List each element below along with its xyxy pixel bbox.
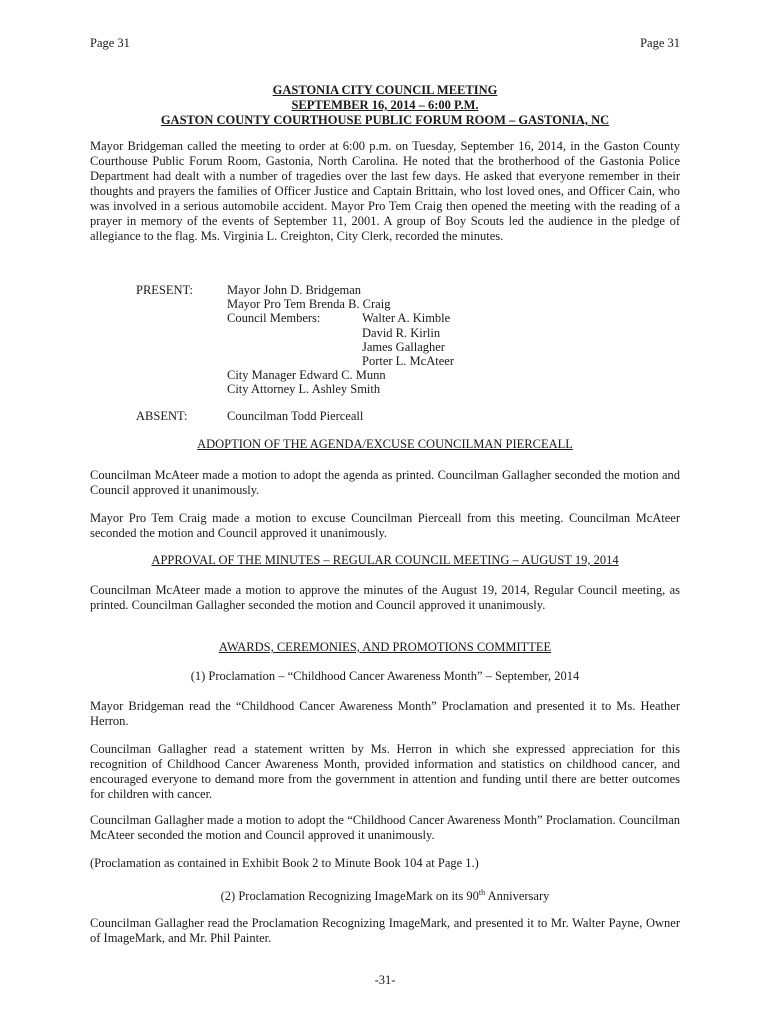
council-member: Walter A. Kimble bbox=[362, 311, 451, 326]
page-number-footer: -31- bbox=[374, 973, 396, 987]
council-member: James Gallagher bbox=[362, 339, 445, 354]
council-member: Porter L. McAteer bbox=[362, 354, 454, 369]
proclamation-2-paragraph: Councilman Gallagher read the Proclamation Recognizing ImageMark, and presented it to Mr. Walter Payne, Owner of ImageMark, and Mr. Phil Painter. bbox=[90, 916, 680, 945]
adoption-paragraph-1: Councilman McAteer made a motion to adopt the agenda as printed. Councilman Gallagher seconded the motion and Council approved it unanimously. bbox=[90, 468, 680, 497]
absent-label: ABSENT: bbox=[136, 409, 188, 423]
meeting-title bbox=[90, 83, 680, 128]
title-line-2: SEPTEMBER 16, 2014 – 6:00 P.M. bbox=[291, 98, 479, 112]
present-mayor: Mayor John D. Bridgeman bbox=[227, 283, 362, 297]
present-label: PRESENT: bbox=[136, 283, 194, 297]
proclamation-1-paragraph-2: Councilman Gallagher read a statement written by Ms. Herron in which she expressed appreciation for this recognition of Childhood Cancer Awareness Month, provided information and statistics on childhood cancer, and encouraged everyone to demand more from the government in attention and funding until there are better outcomes for children with cancer. bbox=[90, 742, 680, 801]
adoption-paragraph-2: Mayor Pro Tem Craig made a motion to excuse Councilman Pierceall from this meeting. Councilman McAteer seconded the motion and Council approved it unanimously. bbox=[90, 511, 680, 540]
proclamation-1-paragraph-1: Mayor Bridgeman read the “Childhood Cancer Awareness Month” Proclamation and presented it to Ms. Heather Herron. bbox=[90, 699, 680, 728]
proclamation-1-exhibit-note: (Proclamation as contained in Exhibit Book 2 to Minute Book 104 at Page 1.) bbox=[90, 856, 479, 870]
present-list bbox=[227, 283, 454, 397]
proclamation-1-paragraph-3: Councilman Gallagher made a motion to adopt the “Childhood Cancer Awareness Month” Proclamation. Councilman McAteer seconded the motion and Council approved it unanimously. bbox=[90, 813, 680, 842]
minutes-paragraph: Councilman McAteer made a motion to approve the minutes of the August 19, 2014, Regular Council meeting, as printed. Councilman Gallagher seconded the motion and Council approved it unanimously. bbox=[90, 583, 680, 612]
intro-paragraph: Mayor Bridgeman called the meeting to order at 6:00 p.m. on Tuesday, September 16, 2014, in the Gaston County Courthouse Public Forum Room, Gastonia, North Carolina. He noted that the brotherhood of the Gastonia Police Department had dealt with a number of tragedies over the last few days. He asked that everyone remember in their thoughts and prayers the families of Officer Justice and Captain Brittain, who lost loved ones, and Officer Cain, who was involved in a serious automobile accident. Mayor Pro Tem Craig then opened the meeting with the reading of a prayer in memory of the events of September 11, 2001. A group of Boy Scouts led the audience in the pledge of allegiance to the flag. Ms. Virginia L. Creighton, City Clerk, recorded the minutes. bbox=[90, 139, 680, 243]
page-header-left: Page 31 bbox=[90, 36, 130, 50]
proclamation-2-title: (2) Proclamation Recognizing ImageMark on its 90th Anniversary bbox=[220, 888, 550, 904]
adoption-heading: ADOPTION OF THE AGENDA/EXCUSE COUNCILMAN PIERCEALL bbox=[197, 437, 573, 451]
title-line-1: GASTONIA CITY COUNCIL MEETING bbox=[272, 83, 498, 97]
absent-value: Councilman Todd Pierceall bbox=[227, 409, 364, 423]
title-line-3: GASTON COUNTY COURTHOUSE PUBLIC FORUM ROOM – GASTONIA, NC bbox=[160, 113, 610, 127]
present-attorney: City Attorney L. Ashley Smith bbox=[227, 382, 381, 397]
proclamation-1-title: (1) Proclamation – “Childhood Cancer Awareness Month” – September, 2014 bbox=[190, 669, 580, 683]
present-pro-tem: Mayor Pro Tem Brenda B. Craig bbox=[227, 297, 391, 312]
awards-heading: AWARDS, CEREMONIES, AND PROMOTIONS COMMITTEE bbox=[218, 640, 552, 654]
council-members-label: Council Members: bbox=[227, 311, 321, 326]
minutes-heading: APPROVAL OF THE MINUTES – REGULAR COUNCIL MEETING – AUGUST 19, 2014 bbox=[151, 553, 619, 567]
page-header-right: Page 31 bbox=[640, 36, 680, 50]
council-member: David R. Kirlin bbox=[362, 325, 441, 340]
present-manager: City Manager Edward C. Munn bbox=[227, 368, 386, 383]
